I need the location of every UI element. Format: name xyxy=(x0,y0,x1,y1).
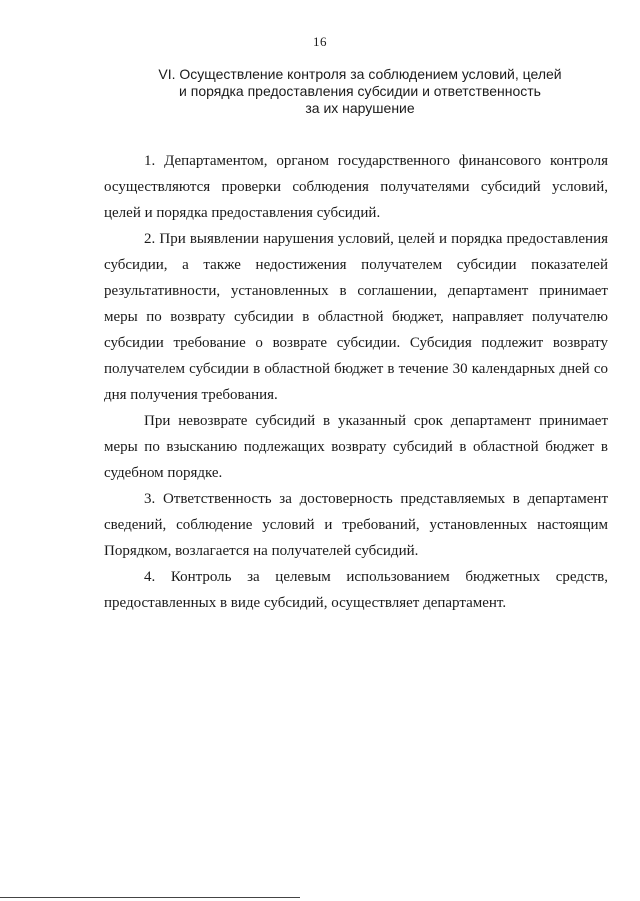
heading-line: за их нарушение xyxy=(305,100,415,116)
section-heading xyxy=(100,66,620,117)
page-number: 16 xyxy=(313,34,327,49)
document-body xyxy=(104,148,608,616)
paragraph-3-responsibility: 3. Ответственность за достоверность представляемых в департамент сведений, соблюдение условий и требований, установленных настоящим Порядком, возлагается на получателей субсидий. xyxy=(104,491,608,559)
paragraph-2-violation-refund: 2. При выявлении нарушения условий, целей и порядка предоставления субсидии, а также недостижения получателем субсидии показателей результативности, установленных в соглашении, департамент принимает меры по возврату субсидии в областной бюджет, направляет получателю субсидии требование о возврате субсидии. Субсидия подлежит возврату получателем субсидии в областной бюджет в течение 30 календарных дней со дня получения требования. xyxy=(104,231,608,403)
paragraph-non-return-court: При невозврате субсидий в указанный срок департамент принимает меры по взысканию подлежащих возврату субсидий в областной бюджет в судебном порядке. xyxy=(104,413,608,481)
heading-line: VI. Осуществление контроля за соблюдением условий, целей xyxy=(158,66,562,82)
heading-line: и порядка предоставления субсидии и ответственность xyxy=(179,83,541,99)
paragraph-1-control-checks: 1. Департаментом, органом государственного финансового контроля осуществляются проверки соблюдения получателями субсидий условий, целей и порядка предоставления субсидий. xyxy=(104,153,608,221)
paragraph-4-target-use-control: 4. Контроль за целевым использованием бюджетных средств, предоставленных в виде субсидий, осуществляет департамент. xyxy=(104,569,608,611)
scan-edge-line xyxy=(0,897,300,898)
